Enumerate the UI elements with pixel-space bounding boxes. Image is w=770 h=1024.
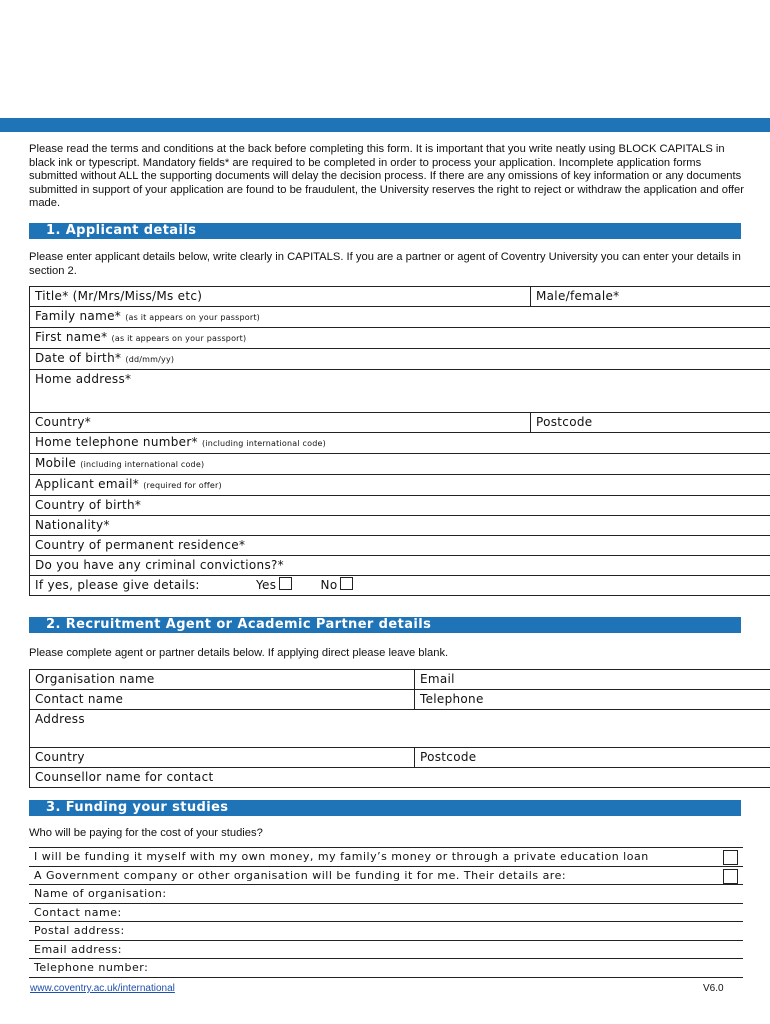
permanent-residence-field[interactable]: Country of permanent residence* [30,536,770,556]
mobile-field[interactable]: Mobile (including international code) [30,454,770,475]
criminal-convictions-field[interactable]: Do you have any criminal convictions?* [30,556,770,576]
section-1-heading: 1. Applicant details [29,223,741,239]
funding-table [29,847,743,978]
no-label: No [320,578,338,592]
no-checkbox[interactable] [340,577,353,590]
agent-postcode-field[interactable]: Postcode [415,748,770,768]
country-of-birth-field[interactable]: Country of birth* [30,496,770,516]
funding-government-option[interactable]: A Government company or other organisation will be funding it for me. Their details are: [29,866,743,885]
contact-name-field[interactable]: Contact name [30,690,415,710]
funding-telephone-field[interactable]: Telephone number: [29,959,743,978]
country-field[interactable]: Country* [30,413,531,433]
funding-email-field[interactable]: Email address: [29,940,743,959]
home-address-field[interactable]: Home address* [30,370,770,413]
gender-field[interactable]: Male/female* [531,287,770,307]
agent-country-field[interactable]: Country [30,748,415,768]
yes-checkbox[interactable] [279,577,292,590]
first-name-field[interactable]: First name* (as it appears on your passport) [30,328,770,349]
applicant-details-table [29,286,770,596]
nationality-field[interactable]: Nationality* [30,516,770,536]
agent-email-field[interactable]: Email [415,670,770,690]
funding-self-checkbox[interactable] [723,850,738,865]
section-2-instructions: Please complete agent or partner details below. If applying direct please leave blank. [29,647,449,659]
funding-contact-name-field[interactable]: Contact name: [29,903,743,922]
family-name-field[interactable]: Family name* (as it appears on your passport) [30,307,770,328]
agent-details-table [29,669,770,788]
title-field[interactable]: Title* (Mr/Mrs/Miss/Ms etc) [30,287,531,307]
intro-text: Please read the terms and conditions at the back before completing this form. It is important that you write neatly using BLOCK CAPITALS in black ink or typescript. Mandatory fields* are required to be completed in order to process your application. Incomplete application forms submitted without ALL the supporting documents will delay the decision process. If there are any omissions of key information or any documents submitted in support of your application are found to be fraudulent, the University reserves the right to reject or withdraw the application and offer made. [29,143,744,210]
section-1-instructions: Please enter applicant details below, write clearly in CAPITALS. If you are a partner or agent of Coventry University you can enter your details in section 2. [29,251,741,277]
agent-telephone-field[interactable]: Telephone [415,690,770,710]
header-bar [0,118,770,132]
yes-label: Yes [256,578,277,592]
funding-self-option[interactable]: I will be funding it myself with my own money, my family’s money or through a private education loan [29,848,743,867]
version-label: V6.0 [703,983,724,994]
website-link[interactable]: www.coventry.ac.uk/international [30,983,175,994]
home-phone-field[interactable]: Home telephone number* (including international code) [30,433,770,454]
dob-field[interactable]: Date of birth* (dd/mm/yy) [30,349,770,370]
funding-government-checkbox[interactable] [723,869,738,884]
organisation-name-field[interactable]: Organisation name [30,670,415,690]
section-2-heading: 2. Recruitment Agent or Academic Partner details [29,617,741,633]
conviction-details-field[interactable]: If yes, please give details: Yes No [30,576,770,596]
email-field[interactable]: Applicant email* (required for offer) [30,475,770,496]
counsellor-name-field[interactable]: Counsellor name for contact [30,768,770,788]
section-3-heading: 3. Funding your studies [29,800,741,816]
section-3-question: Who will be paying for the cost of your studies? [29,827,263,839]
funding-org-name-field[interactable]: Name of organisation: [29,885,743,904]
postcode-field[interactable]: Postcode [531,413,770,433]
funding-postal-address-field[interactable]: Postal address: [29,922,743,941]
agent-address-field[interactable]: Address [30,710,770,748]
